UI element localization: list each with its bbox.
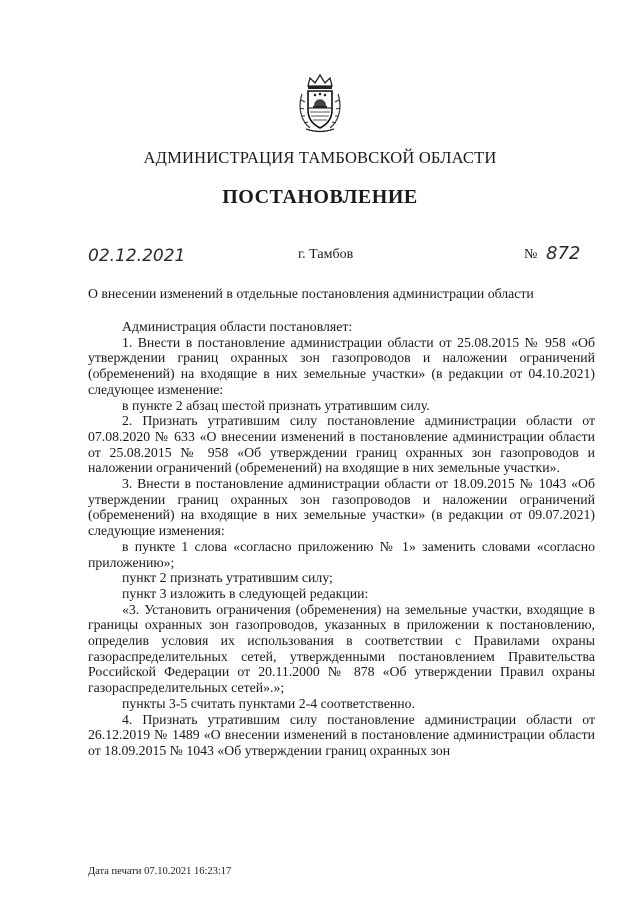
city: г. Тамбов	[298, 247, 354, 262]
document-subject: О внесении изменений в отдельные постановления администрации области	[88, 286, 534, 301]
paragraph: пункт 2 признать утратившим силу;	[122, 570, 333, 586]
paragraph: в пункте 1 слова «согласно приложению № 1» заменить словами «согласно приложению»;	[88, 538, 595, 570]
handwritten-date: 02.12.2021	[88, 246, 186, 266]
print-date: Дата печати 07.10.2021 16:23:17	[88, 866, 232, 877]
paragraph: пункт 3 изложить в следующей редакции:	[122, 585, 369, 601]
organization-name: АДМИНИСТРАЦИЯ ТАМБОВСКОЙ ОБЛАСТИ	[143, 148, 497, 167]
paragraph: 1. Внести в постановление администрации области от 25.08.2015 № 958 «Об утверждении границ охранных зон газопроводов и наложении ограничений (обременений) на входящие в них земельные участки» (в редакции от 04.10.2021) следующее изменение:	[88, 334, 595, 397]
handwritten-number: 872	[546, 243, 581, 264]
paragraph: 4. Признать утратившим силу постановление администрации области от 26.12.2019 № 1489 «О внесении изменений в постановление администрации области от 18.09.2015 № 1043 «Об утверждении границ охранных зон	[88, 711, 595, 758]
paragraph: в пункте 2 абзац шестой признать утратившим силу.	[122, 397, 430, 413]
document-body	[88, 319, 595, 759]
paragraph: «3. Установить ограничения (обременения) на земельные участки, входящие в границы охранных зон газопроводов, указанных в приложении к постановлению, определив условия их использования в соответствии с Правилами охраны газораспределительных сетей, утвержденными постановлением Правительства Российской Федерации от 20.11.2000 № 878 «Об утверждении Правил охраны газораспределительных сетей».»;	[88, 601, 595, 696]
number-sign: №	[524, 247, 538, 262]
paragraph: Администрация области постановляет:	[122, 319, 353, 334]
paragraph: 2. Признать утратившим силу постановление администрации области от 07.08.2020 № 633 «О внесении изменений в постановление администрации области от 25.08.2015 № 958 «Об утверждении границ охранных зон газопроводов и наложении ограничений (обременений) на входящие в них земельные участки».	[88, 413, 595, 476]
paragraph: пункты 3-5 считать пунктами 2-4 соответственно.	[122, 695, 415, 711]
coat-of-arms-icon	[296, 72, 344, 134]
paragraph: 3. Внести в постановление администрации области от 18.09.2015 № 1043 «Об утверждении границ охранных зон газопроводов и наложении ограничений (обременений) на входящие в них земельные участки» (в редакции от 09.07.2021) следующие изменения:	[88, 476, 595, 539]
document-type: ПОСТАНОВЛЕНИЕ	[222, 186, 418, 208]
